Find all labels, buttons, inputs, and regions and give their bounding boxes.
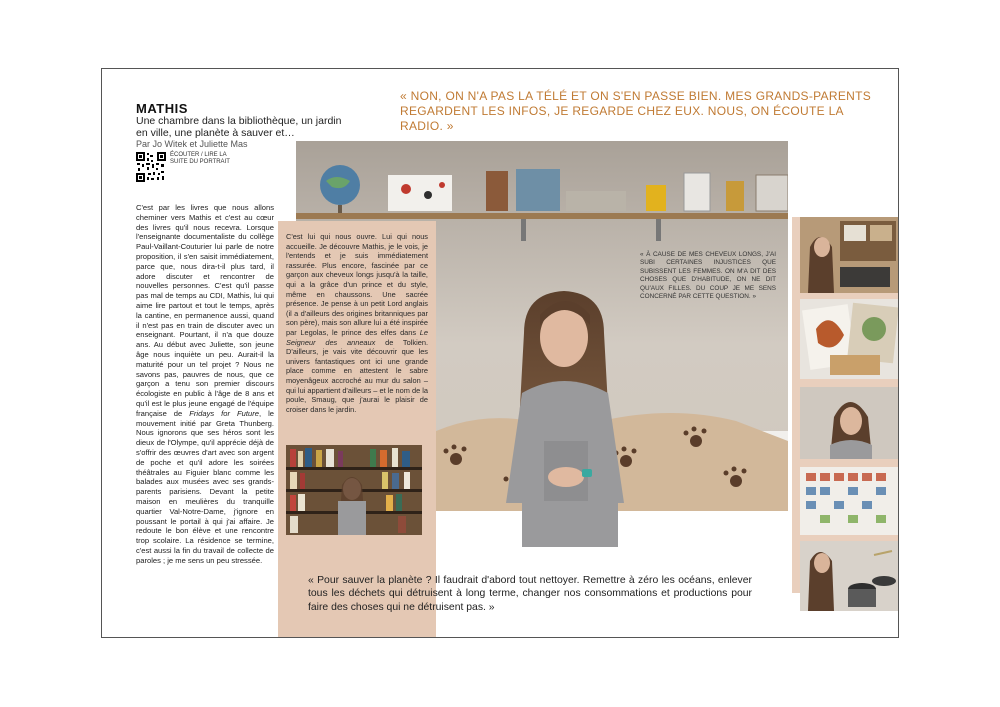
- article-title: MATHIS: [136, 101, 188, 116]
- qr-code-icon[interactable]: [136, 152, 166, 182]
- thumbnail-drums: [800, 541, 899, 611]
- card-text-part-1: C'est lui qui nous ouvre. Lui qui nous accueille. Je découvre Mathis, je le vois, je l'entends et je suis immédiatement rassurée. Plus encore, fascinée par ce garçon aux cheveux longs jusqu'à la taille, qui a la grâce d'un prince et du style, même en chaussons. Une sacrée présence. Je pense à un petit Lord anglais (il a d'ailleurs des origines britanniques par son père), mais son allure lui a été inspirée par Legolas, le prince des elfes dans: [286, 232, 428, 337]
- pull-quote-bottom: « Pour sauver la planète ? Il faudrait d'abord tout nettoyer. Remettre à zéro les océans, enlever tous les déchets qui détruisent à long terme, changer nos consommations et productions pour faire des choses qui ne détruisent pas. »: [308, 575, 752, 613]
- article-body-part-1: C'est par les livres que nous allons cheminer vers Mathis et c'est au cœur des livres qu'il nous recevra. Lorsque l'enseignante documentaliste du collège Paul-Vaillant-Couturier lui parle de notre proposition, il s'en saisit immédiatement, parce que, nous dira-t-il plus tard, il adore discuter et rencontrer de nouvelles personnes. C'est qu'il passe pas mal de temps au CDI, Mathis, lui qui aime lire partout et tout le temps, après la cantine, en permanence aussi, quand il n'est pas en train de discuter avec un enseignant. Pourtant, il n'a que douze ans. Au début avec Juliette, son jeune âge nous inquiète un peu. Aurait-il la maturité pour un tel projet ? Nous ne savons pas, pauvres de nous, que ce garçon a tenu son premier discours écologiste en public à l'âge de 8 ans et qu'il est le plus jeune engagé de l'équipe française de: [136, 203, 274, 418]
- pull-quote-top: « NON, ON N'A PAS LA TÉLÉ ET ON S'EN PASSE BIEN. MES GRANDS-PARENTS REGARDENT LES INFOS, JE REGARDE CHEZ EUX. NOUS, ON ÉCOUTE LA RADIO. »: [400, 89, 872, 133]
- thumbnail-desk: [800, 217, 899, 293]
- book-title: Le Seigneur des anneaux: [286, 327, 428, 347]
- fridays-for-future-title: Fridays for Future: [189, 408, 259, 418]
- article-subtitle: Une chambre dans la bibliothèque, un jardin en ville, une planète à sauver et…: [136, 115, 342, 139]
- thumbnail-portrait: [800, 387, 899, 459]
- article-body-part-2: , le mouvement initié par Greta Thunberg. Nous ignorons que ses héros sont les dieux de l'Olympe, qu'il apprécie déjà de s'offrir des œuvres d'art avec son argent de poche et qu'il adore les soirées théâtrales au Figuier blanc comme les balades aux musées avec ses grands-parents parisiens. Devant la petite maison en meulières du tranquille quartier Val-Notre-Dame, j'ignore en poussant le portail à qui j'ai affaire. Je redoute le bon élève et une rencontre trop scolaire. La résidence se termine, c'est aussi la fin du travail de collecte de paroles ; je me sens un peu stressée.: [136, 408, 274, 565]
- card-text-part-2: de Tolkien. D'ailleurs, je vais vite découvrir que les univers fantastiques ont ici une grande place comme en attestent le sabre moyenâgeux accroché au mur du salon – qui lui appartient d'ailleurs – et le nom de la poule, Smaug, que j'aurai le plaisir de croiser dans le jardin.: [286, 337, 428, 414]
- byline: Par Jo Witek et Juliette Mas: [136, 139, 248, 149]
- library-photo: [286, 445, 422, 535]
- qr-label: ÉCOUTER / LIRE LA SUITE DU PORTRAIT: [170, 152, 230, 165]
- article-body: [136, 203, 274, 565]
- card-text: [286, 232, 428, 414]
- thumbnail-chart: [800, 467, 899, 535]
- thumbnail-drawings: [800, 299, 899, 379]
- magazine-spread: [101, 68, 899, 638]
- pull-quote-right: « À CAUSE DE MES CHEVEUX LONGS, J'AI SUBI CERTAINES INJUSTICES QUE SUBISSENT LES FEMMES. ON M'A DIT DES CHOSES QUE D'HABITUDE, ON NE DIT QU'AUX FILLES. DU COUP JE ME SENS CONCERNÉ PAR CETTE QUESTION. »: [640, 251, 776, 301]
